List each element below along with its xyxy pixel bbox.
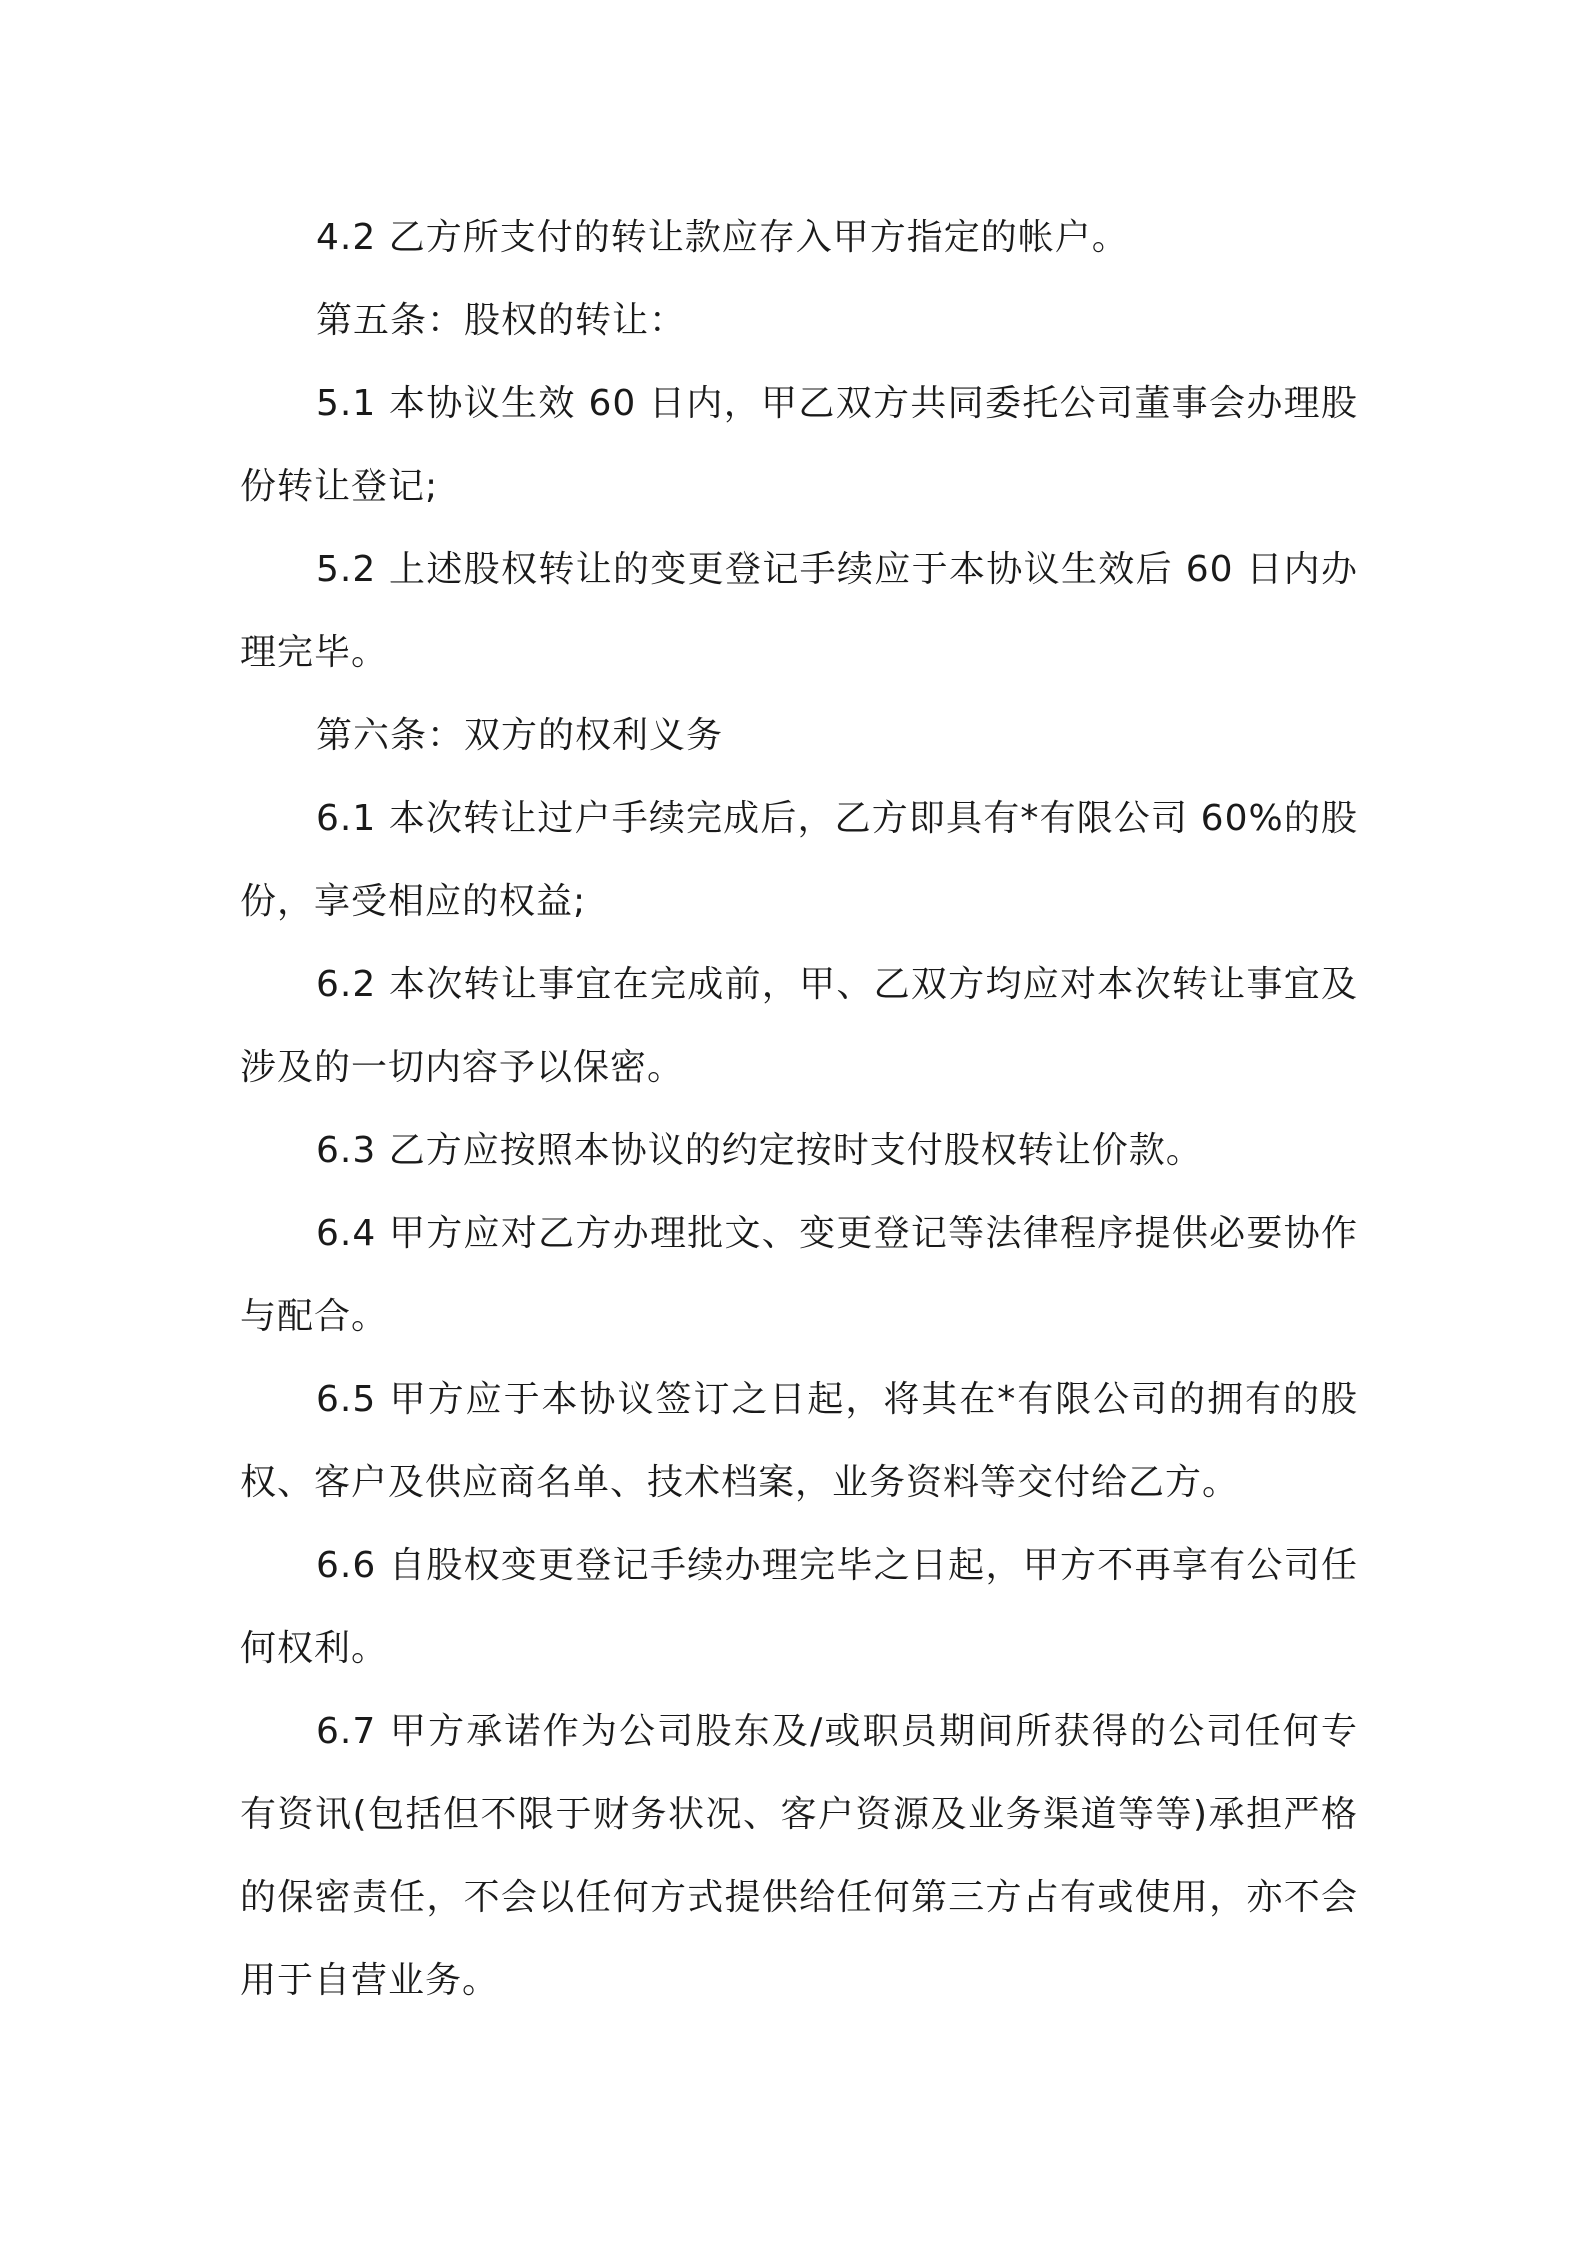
clause-4-2: 4.2 乙方所支付的转让款应存入甲方指定的帐户。 bbox=[316, 217, 1129, 258]
clause-6-5: 6.5 甲方应于本协议签订之日起，将其在*有限公司的拥有的股权、客户及供应商名单、技术档案，业务资料等交付给乙方。 bbox=[240, 1379, 1358, 1503]
article-5-heading: 第五条：股权的转让： bbox=[316, 300, 687, 341]
clause-6-4: 6.4 甲方应对乙方办理批文、变更登记等法律程序提供必要协作与配合。 bbox=[240, 1213, 1358, 1337]
clause-6-2: 6.2 本次转让事宜在完成前，甲、乙双方均应对本次转让事宜及涉及的一切内容予以保密。 bbox=[240, 964, 1358, 1088]
article-6-heading: 第六条：双方的权利义务 bbox=[316, 715, 724, 756]
clause-5-1: 5.1 本协议生效 60 日内，甲乙双方共同委托公司董事会办理股份转让登记; bbox=[240, 383, 1358, 507]
clause-6-1: 6.1 本次转让过户手续完成后，乙方即具有*有限公司 60%的股份，享受相应的权益; bbox=[240, 798, 1358, 922]
clause-6-6: 6.6 自股权变更登记手续办理完毕之日起，甲方不再享有公司任何权利。 bbox=[240, 1545, 1358, 1669]
clause-6-3: 6.3 乙方应按照本协议的约定按时支付股权转让价款。 bbox=[316, 1130, 1203, 1171]
document-body bbox=[240, 196, 1358, 2022]
clause-5-2: 5.2 上述股权转让的变更登记手续应于本协议生效后 60 日内办理完毕。 bbox=[240, 549, 1358, 673]
clause-6-7: 6.7 甲方承诺作为公司股东及/或职员期间所获得的公司任何专有资讯(包括但不限于财务状况、客户资源及业务渠道等等)承担严格的保密责任，不会以任何方式提供给任何第三方占有或使用，亦不会用于自营业务。 bbox=[240, 1711, 1358, 2001]
